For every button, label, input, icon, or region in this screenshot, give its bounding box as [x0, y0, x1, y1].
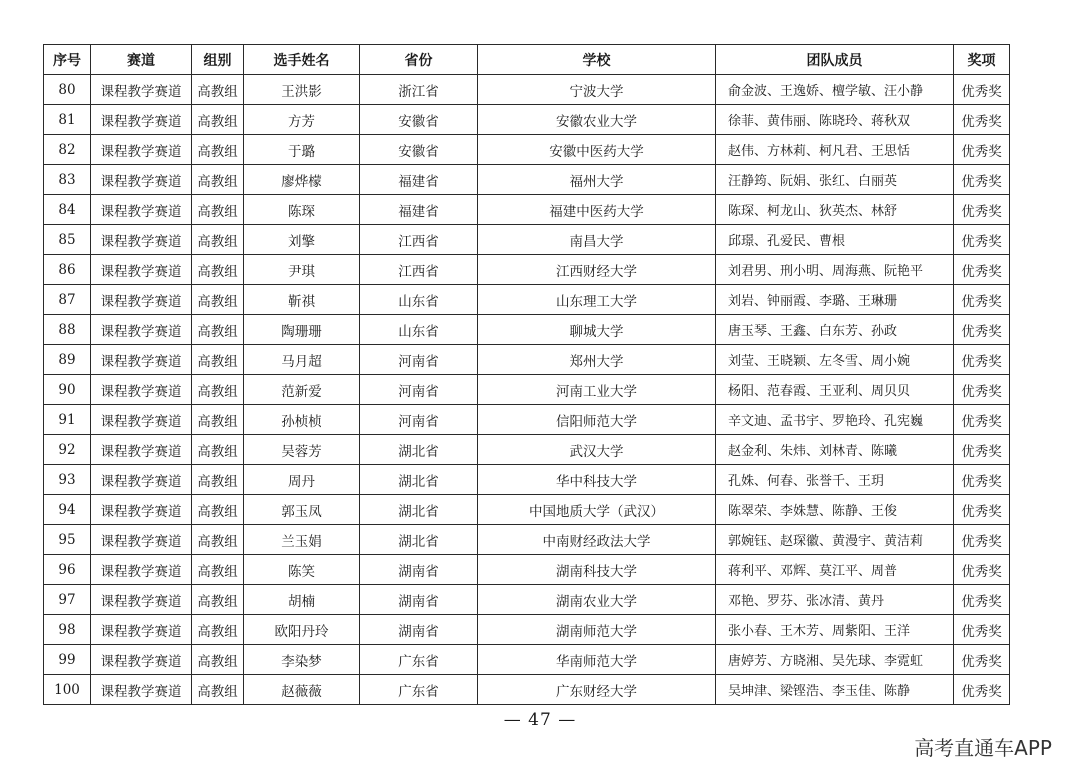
table-row	[44, 165, 1010, 195]
cell-group: 高教组	[192, 675, 244, 705]
cell-province: 安徽省	[360, 105, 478, 135]
header-track: 赛道	[91, 45, 192, 75]
cell-school: 山东理工大学	[478, 285, 716, 315]
cell-province: 江西省	[360, 255, 478, 285]
cell-index: 88	[44, 315, 91, 345]
cell-index: 92	[44, 435, 91, 465]
cell-group: 高教组	[192, 585, 244, 615]
cell-group: 高教组	[192, 285, 244, 315]
cell-track: 课程教学赛道	[91, 435, 192, 465]
cell-group: 高教组	[192, 345, 244, 375]
cell-group: 高教组	[192, 495, 244, 525]
cell-index: 82	[44, 135, 91, 165]
cell-province: 湖北省	[360, 435, 478, 465]
table-row	[44, 465, 1010, 495]
cell-team-members: 郭婉钰、赵琛徽、黄漫宇、黄洁莉	[716, 525, 954, 555]
cell-team-members: 辛文迪、孟书宇、罗艳玲、孔宪巍	[716, 405, 954, 435]
cell-contestant: 马月超	[244, 345, 360, 375]
cell-team-members: 刘莹、王晓颖、左冬雪、周小婉	[716, 345, 954, 375]
cell-group: 高教组	[192, 465, 244, 495]
cell-province: 福建省	[360, 195, 478, 225]
table-row	[44, 525, 1010, 555]
cell-team-members: 陈琛、柯龙山、狄英杰、林舒	[716, 195, 954, 225]
cell-contestant: 陶珊珊	[244, 315, 360, 345]
cell-contestant: 廖烨檬	[244, 165, 360, 195]
cell-province: 广东省	[360, 675, 478, 705]
cell-track: 课程教学赛道	[91, 75, 192, 105]
cell-index: 85	[44, 225, 91, 255]
awards-table	[43, 44, 1010, 705]
cell-contestant: 方芳	[244, 105, 360, 135]
cell-award: 优秀奖	[954, 675, 1010, 705]
cell-group: 高教组	[192, 405, 244, 435]
cell-award: 优秀奖	[954, 465, 1010, 495]
cell-award: 优秀奖	[954, 645, 1010, 675]
cell-index: 83	[44, 165, 91, 195]
cell-contestant: 兰玉娟	[244, 525, 360, 555]
cell-contestant: 王洪影	[244, 75, 360, 105]
cell-team-members: 孔姝、何春、张誉千、王玥	[716, 465, 954, 495]
table-row	[44, 225, 1010, 255]
cell-group: 高教组	[192, 435, 244, 465]
cell-province: 浙江省	[360, 75, 478, 105]
cell-group: 高教组	[192, 105, 244, 135]
cell-province: 安徽省	[360, 135, 478, 165]
cell-province: 湖北省	[360, 465, 478, 495]
cell-group: 高教组	[192, 135, 244, 165]
cell-track: 课程教学赛道	[91, 165, 192, 195]
cell-team-members: 唐玉琴、王鑫、白东芳、孙政	[716, 315, 954, 345]
cell-province: 湖南省	[360, 585, 478, 615]
cell-group: 高教组	[192, 195, 244, 225]
cell-award: 优秀奖	[954, 525, 1010, 555]
cell-index: 91	[44, 405, 91, 435]
cell-school: 郑州大学	[478, 345, 716, 375]
cell-province: 河南省	[360, 375, 478, 405]
cell-group: 高教组	[192, 525, 244, 555]
table-row	[44, 345, 1010, 375]
cell-province: 福建省	[360, 165, 478, 195]
cell-team-members: 赵金利、朱炜、刘林青、陈曦	[716, 435, 954, 465]
cell-team-members: 邱璟、孔爱民、曹根	[716, 225, 954, 255]
cell-track: 课程教学赛道	[91, 615, 192, 645]
cell-contestant: 刘擎	[244, 225, 360, 255]
header-award: 奖项	[954, 45, 1010, 75]
table-row	[44, 645, 1010, 675]
cell-award: 优秀奖	[954, 165, 1010, 195]
cell-award: 优秀奖	[954, 375, 1010, 405]
table-row	[44, 615, 1010, 645]
table-row	[44, 75, 1010, 105]
cell-award: 优秀奖	[954, 135, 1010, 165]
cell-school: 安徽农业大学	[478, 105, 716, 135]
cell-award: 优秀奖	[954, 285, 1010, 315]
cell-index: 94	[44, 495, 91, 525]
cell-track: 课程教学赛道	[91, 645, 192, 675]
cell-team-members: 徐菲、黄伟丽、陈晓玲、蒋秋双	[716, 105, 954, 135]
table-row	[44, 585, 1010, 615]
cell-track: 课程教学赛道	[91, 315, 192, 345]
cell-track: 课程教学赛道	[91, 585, 192, 615]
cell-group: 高教组	[192, 75, 244, 105]
watermark: 高考直通车APP	[914, 736, 1052, 760]
cell-team-members: 刘岩、钟丽霞、李璐、王琳珊	[716, 285, 954, 315]
cell-track: 课程教学赛道	[91, 495, 192, 525]
cell-contestant: 孙桢桢	[244, 405, 360, 435]
cell-school: 福建中医药大学	[478, 195, 716, 225]
cell-track: 课程教学赛道	[91, 195, 192, 225]
cell-track: 课程教学赛道	[91, 105, 192, 135]
table-row	[44, 315, 1010, 345]
cell-track: 课程教学赛道	[91, 345, 192, 375]
cell-contestant: 陈琛	[244, 195, 360, 225]
table-row	[44, 285, 1010, 315]
cell-team-members: 邓艳、罗芬、张冰清、黄丹	[716, 585, 954, 615]
table-body	[44, 75, 1010, 705]
cell-province: 湖北省	[360, 495, 478, 525]
cell-province: 河南省	[360, 405, 478, 435]
cell-contestant: 赵薇薇	[244, 675, 360, 705]
cell-school: 广东财经大学	[478, 675, 716, 705]
cell-contestant: 范新爱	[244, 375, 360, 405]
table-row	[44, 255, 1010, 285]
cell-group: 高教组	[192, 225, 244, 255]
cell-contestant: 陈笑	[244, 555, 360, 585]
cell-province: 湖北省	[360, 525, 478, 555]
cell-award: 优秀奖	[954, 255, 1010, 285]
cell-contestant: 李染梦	[244, 645, 360, 675]
table-row	[44, 195, 1010, 225]
cell-team-members: 赵伟、方林莉、柯凡君、王思恬	[716, 135, 954, 165]
cell-contestant: 郭玉凤	[244, 495, 360, 525]
cell-index: 100	[44, 675, 91, 705]
cell-team-members: 俞金波、王逸娇、檀学敏、汪小静	[716, 75, 954, 105]
cell-province: 广东省	[360, 645, 478, 675]
cell-group: 高教组	[192, 375, 244, 405]
cell-index: 87	[44, 285, 91, 315]
cell-track: 课程教学赛道	[91, 525, 192, 555]
cell-school: 湖南科技大学	[478, 555, 716, 585]
cell-school: 武汉大学	[478, 435, 716, 465]
table-row	[44, 495, 1010, 525]
cell-award: 优秀奖	[954, 225, 1010, 255]
table-row	[44, 675, 1010, 705]
cell-contestant: 周丹	[244, 465, 360, 495]
cell-index: 80	[44, 75, 91, 105]
header-contestant: 选手姓名	[244, 45, 360, 75]
header-province: 省份	[360, 45, 478, 75]
cell-team-members: 蒋利平、邓辉、莫江平、周普	[716, 555, 954, 585]
cell-team-members: 汪静筠、阮娟、张红、白丽英	[716, 165, 954, 195]
cell-award: 优秀奖	[954, 315, 1010, 345]
cell-contestant: 尹琪	[244, 255, 360, 285]
cell-school: 华中科技大学	[478, 465, 716, 495]
cell-index: 81	[44, 105, 91, 135]
cell-award: 优秀奖	[954, 555, 1010, 585]
cell-school: 福州大学	[478, 165, 716, 195]
header-team-members: 团队成员	[716, 45, 954, 75]
cell-province: 湖南省	[360, 555, 478, 585]
cell-track: 课程教学赛道	[91, 465, 192, 495]
cell-school: 江西财经大学	[478, 255, 716, 285]
cell-award: 优秀奖	[954, 435, 1010, 465]
cell-track: 课程教学赛道	[91, 255, 192, 285]
cell-group: 高教组	[192, 615, 244, 645]
cell-group: 高教组	[192, 255, 244, 285]
cell-award: 优秀奖	[954, 585, 1010, 615]
cell-index: 89	[44, 345, 91, 375]
cell-school: 湖南师范大学	[478, 615, 716, 645]
cell-index: 96	[44, 555, 91, 585]
cell-school: 南昌大学	[478, 225, 716, 255]
cell-track: 课程教学赛道	[91, 555, 192, 585]
header-index: 序号	[44, 45, 91, 75]
cell-track: 课程教学赛道	[91, 225, 192, 255]
cell-school: 安徽中医药大学	[478, 135, 716, 165]
cell-index: 99	[44, 645, 91, 675]
table-row	[44, 555, 1010, 585]
cell-school: 华南师范大学	[478, 645, 716, 675]
cell-school: 宁波大学	[478, 75, 716, 105]
cell-team-members: 陈翠荣、李姝慧、陈静、王俊	[716, 495, 954, 525]
cell-school: 中南财经政法大学	[478, 525, 716, 555]
cell-province: 江西省	[360, 225, 478, 255]
cell-group: 高教组	[192, 165, 244, 195]
cell-track: 课程教学赛道	[91, 375, 192, 405]
cell-contestant: 欧阳丹玲	[244, 615, 360, 645]
cell-group: 高教组	[192, 315, 244, 345]
cell-award: 优秀奖	[954, 495, 1010, 525]
table-row	[44, 405, 1010, 435]
cell-group: 高教组	[192, 645, 244, 675]
cell-index: 93	[44, 465, 91, 495]
cell-index: 98	[44, 615, 91, 645]
cell-award: 优秀奖	[954, 345, 1010, 375]
cell-school: 河南工业大学	[478, 375, 716, 405]
page-number: — 47 —	[503, 710, 577, 730]
cell-track: 课程教学赛道	[91, 675, 192, 705]
cell-school: 中国地质大学（武汉）	[478, 495, 716, 525]
cell-province: 河南省	[360, 345, 478, 375]
cell-team-members: 唐婷芳、方晓湘、吴先球、李霓虹	[716, 645, 954, 675]
table-row	[44, 375, 1010, 405]
cell-award: 优秀奖	[954, 195, 1010, 225]
cell-group: 高教组	[192, 555, 244, 585]
cell-contestant: 靳祺	[244, 285, 360, 315]
cell-award: 优秀奖	[954, 405, 1010, 435]
cell-team-members: 刘君男、刑小明、周海燕、阮艳平	[716, 255, 954, 285]
header-school: 学校	[478, 45, 716, 75]
cell-team-members: 张小春、王木芳、周紫阳、王洋	[716, 615, 954, 645]
header-group: 组别	[192, 45, 244, 75]
cell-province: 山东省	[360, 285, 478, 315]
cell-index: 84	[44, 195, 91, 225]
cell-contestant: 胡楠	[244, 585, 360, 615]
cell-index: 95	[44, 525, 91, 555]
cell-track: 课程教学赛道	[91, 405, 192, 435]
cell-team-members: 杨阳、范春霞、王亚利、周贝贝	[716, 375, 954, 405]
cell-index: 90	[44, 375, 91, 405]
cell-school: 信阳师范大学	[478, 405, 716, 435]
cell-award: 优秀奖	[954, 105, 1010, 135]
cell-contestant: 于璐	[244, 135, 360, 165]
table-row	[44, 435, 1010, 465]
cell-track: 课程教学赛道	[91, 285, 192, 315]
cell-award: 优秀奖	[954, 75, 1010, 105]
cell-province: 山东省	[360, 315, 478, 345]
cell-index: 97	[44, 585, 91, 615]
table-row	[44, 135, 1010, 165]
cell-school: 湖南农业大学	[478, 585, 716, 615]
cell-school: 聊城大学	[478, 315, 716, 345]
cell-province: 湖南省	[360, 615, 478, 645]
cell-contestant: 吴蓉芳	[244, 435, 360, 465]
cell-award: 优秀奖	[954, 615, 1010, 645]
cell-index: 86	[44, 255, 91, 285]
cell-track: 课程教学赛道	[91, 135, 192, 165]
header-row	[44, 45, 1010, 75]
cell-team-members: 吴坤津、梁铿浩、李玉佳、陈静	[716, 675, 954, 705]
table-row	[44, 105, 1010, 135]
